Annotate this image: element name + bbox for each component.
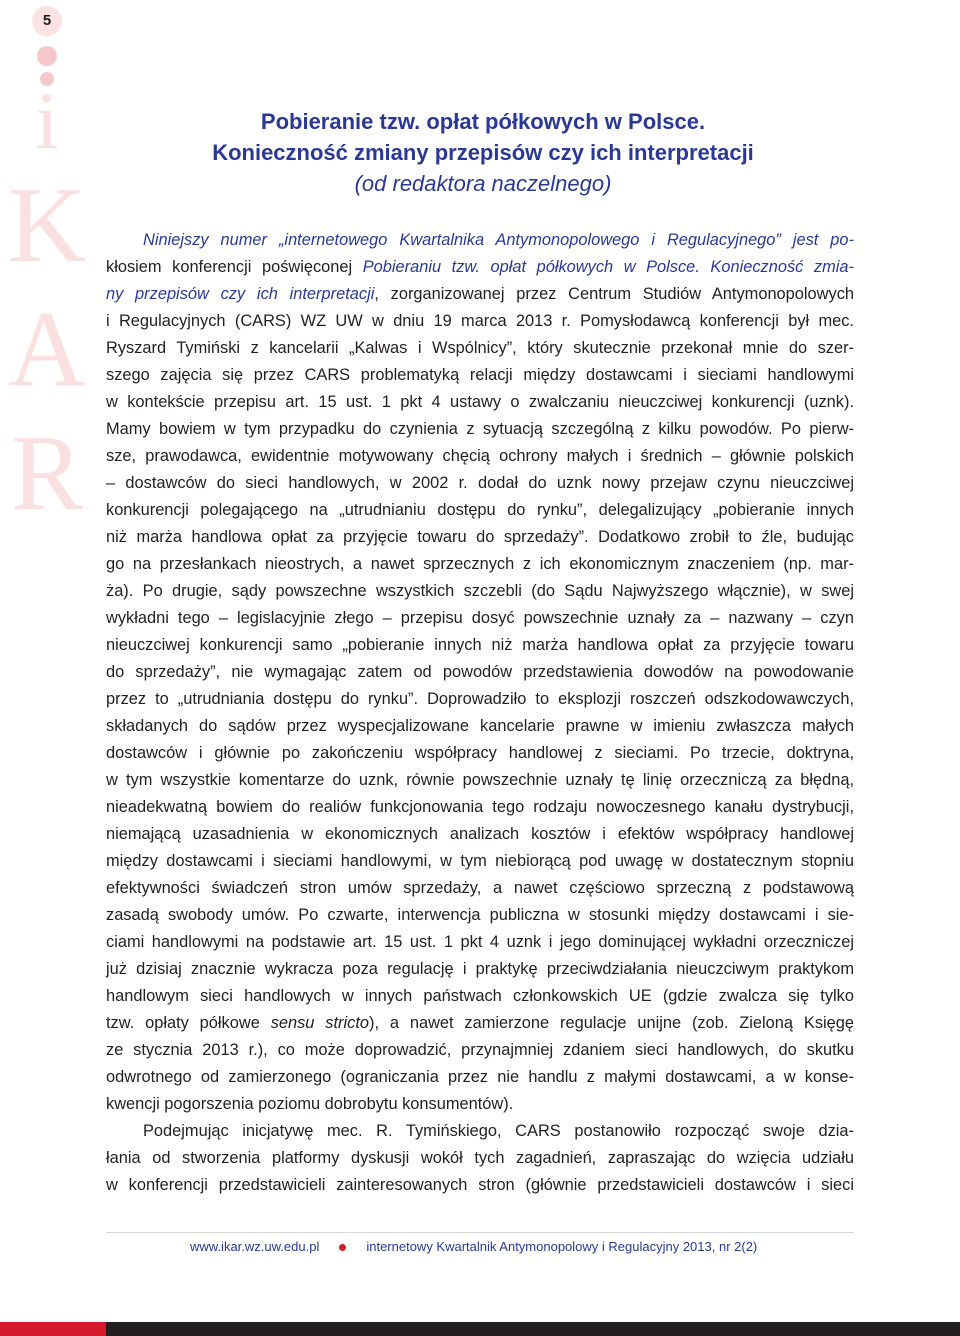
body-text: kłosiem konferencji poświęconej bbox=[106, 258, 363, 276]
body-line bbox=[106, 1145, 854, 1172]
body-text: nieuczciwej konkurencji samo „pobieranie innych niż marża handlowa opłat za przyjęcie towaru bbox=[106, 636, 854, 654]
body-line bbox=[106, 524, 854, 551]
body-text: tzw. opłaty półkowe bbox=[106, 1014, 271, 1032]
decorative-dot bbox=[37, 46, 57, 66]
body-line bbox=[106, 1172, 854, 1199]
body-line bbox=[106, 848, 854, 875]
bottom-bar-accent bbox=[0, 1322, 106, 1336]
body-line bbox=[106, 281, 854, 308]
body-text: zasadą swobody umów. Po czwarte, interwencja publiczna w stosunki między dostawcami i sie- bbox=[106, 906, 854, 924]
body-line bbox=[106, 1091, 854, 1118]
body-text: , zorganizowanej przez Centrum Studiów Antymonopolowych bbox=[374, 285, 855, 303]
body-line bbox=[106, 497, 854, 524]
title-line-2: Konieczność zmiany przepisów czy ich interpretacji bbox=[212, 140, 754, 165]
body-text: w konferencji przedstawicieli zainteresowanych stron (głównie przedstawicieli dostawców i sieci bbox=[106, 1176, 854, 1194]
title-line-1: Pobieranie tzw. opłat półkowych w Polsce. bbox=[260, 109, 706, 134]
title-subtitle: (od redaktora naczelnego) bbox=[354, 171, 612, 196]
bullet-icon bbox=[339, 1244, 346, 1251]
body-text: do sprzedaży”, nie wymagając zatem od powodów przedstawienia dowodów na powodowanie bbox=[106, 663, 854, 681]
body-line bbox=[106, 1064, 854, 1091]
body-text: składanych do sądów przez wyspecjalizowane kancelarie prawne w imieniu zwłaszcza małych bbox=[106, 717, 854, 735]
body-text: już dzisiaj znacznie wykracza poza regulację i praktykę przeciwdziałania nieuczciwym praktykom bbox=[106, 960, 854, 978]
body-line bbox=[106, 1037, 854, 1064]
body-text: sze, prawodawca, ewidentnie motywowany chęcią ochrony małych i średnich – głównie polskich bbox=[106, 447, 854, 465]
body-line bbox=[106, 875, 854, 902]
body-line bbox=[106, 1118, 854, 1145]
body-text: efektywności świadczeń stron umów sprzedaży, a nawet częściowo sprzeczną z podstawową bbox=[106, 879, 854, 897]
body-line bbox=[106, 929, 854, 956]
body-text: między dostawcami i sieciami handlowymi, w tym niebiorącą pod uwagę w dostatecznym stopniu bbox=[106, 852, 854, 870]
body-text: niż marża handlowa opłat za przyjęcie towaru do sprzedaży”. Dodatkowo zrobił to źle, budując bbox=[106, 528, 854, 546]
body-line bbox=[106, 605, 854, 632]
body-line bbox=[106, 632, 854, 659]
body-line bbox=[106, 227, 854, 254]
body-line bbox=[106, 308, 854, 335]
body-text: ze stycznia 2013 r.), co może doprowadzić, przynajmniej zdaniem sieci handlowych, do skutku bbox=[106, 1041, 854, 1059]
body-line bbox=[106, 254, 854, 281]
body-text: ża). Po drugie, sądy powszechne wszystkich szczebli (do Sądu Najwyższego włącznie), w swej bbox=[106, 582, 854, 600]
side-letter-r: R bbox=[10, 414, 84, 533]
article-title bbox=[106, 106, 860, 199]
body-text: Mamy bowiem w tym przypadku do czynienia z sytuacją szczególną z kilku powodów. Po pierw- bbox=[106, 420, 854, 438]
body-emphasis: ny przepisów czy ich interpretacji bbox=[106, 285, 375, 303]
body-text: w tym wszystkie komentarze do uznk, równie powszechnie uznały tę linię orzeczniczą za błędną, bbox=[106, 771, 854, 789]
body-line bbox=[106, 551, 854, 578]
body-line bbox=[106, 470, 854, 497]
bottom-bar bbox=[0, 1322, 960, 1336]
body-line bbox=[106, 389, 854, 416]
body-text: kwencji pogorszenia poziomu dobrobytu konsumentów). bbox=[106, 1095, 514, 1113]
page-footer bbox=[190, 1239, 757, 1254]
body-line bbox=[106, 821, 854, 848]
side-letter-k: K bbox=[8, 166, 86, 285]
body-text: odwrotnego od zamierzonego (ograniczania przez nie handlu z małymi dostawcami, a w konse- bbox=[106, 1068, 854, 1086]
body-line bbox=[106, 1010, 854, 1037]
body-line bbox=[106, 956, 854, 983]
body-text: nieadekwatną bowiem do realiów funkcjonowania tego rodzaju nowoczesnego kanału dystrybucji, bbox=[106, 798, 854, 816]
side-letter-i: i bbox=[35, 75, 59, 166]
body-text: go na przesłankach nieostrych, a nawet sprzecznych z ich ekonomicznym znaczeniem (np. mar- bbox=[106, 555, 854, 573]
body-line bbox=[106, 335, 854, 362]
body-text: wykładni tego – legislacyjnie złego – przepisu dosyć powszechnie uznały za – nazwany – czyn bbox=[106, 609, 854, 627]
body-text: i Regulacyjnych (CARS) WZ UW w dniu 19 marca 2013 r. Pomysłodawcą konferencji był mec. bbox=[106, 312, 854, 330]
body-text: ), a nawet zamierzone regulacje unijne (zob. Zieloną Księgę bbox=[369, 1014, 854, 1032]
body-text: łania od stworzenia platformy dyskusji wokół tych zagadnień, zapraszając do wzięcia udziału bbox=[106, 1149, 854, 1167]
footer-journal: internetowy Kwartalnik Antymonopolowy i Regulacyjny 2013, nr 2(2) bbox=[366, 1239, 758, 1254]
body-text: dostawców i głównie po zakończeniu współpracy handlowej z sieciami. Po trzecie, doktryna, bbox=[106, 744, 854, 762]
body-text: Podejmując inicjatywę mec. R. Tymińskiego, CARS postanowiło rozpocząć swoje dzia- bbox=[143, 1122, 854, 1140]
side-letter-a: A bbox=[8, 290, 86, 409]
body-text: konkurencji polegającego na „utrudnianiu dostępu do rynku”, delegalizujący „pobieranie innych bbox=[106, 501, 854, 519]
body-text: ciami handlowymi na podstawie art. 15 ust. 1 pkt 4 uznk i jego dominującej wykładni orzeczniczej bbox=[106, 933, 854, 951]
article-body bbox=[106, 227, 854, 1199]
body-text: niemającą uzasadnienia w ekonomicznych analizach kosztów i efektów współpracy handlowej bbox=[106, 825, 854, 843]
body-line bbox=[106, 443, 854, 470]
body-emphasis: Pobieraniu tzw. opłat półkowych w Polsce. Konieczność zmia- bbox=[362, 258, 854, 276]
body-text: Ryszard Tymiński z kancelarii „Kalwas i Wspólnicy”, który skutecznie przekonał mnie do szer- bbox=[106, 339, 854, 357]
body-line bbox=[106, 767, 854, 794]
body-line bbox=[106, 713, 854, 740]
body-text: handlowym sieci handlowych w innych państwach członkowskich UE (gdzie zwalcza się tylko bbox=[106, 987, 854, 1005]
footer-divider bbox=[106, 1232, 854, 1233]
body-line bbox=[106, 983, 854, 1010]
body-line bbox=[106, 362, 854, 389]
body-line bbox=[106, 659, 854, 686]
body-line bbox=[106, 416, 854, 443]
body-line bbox=[106, 686, 854, 713]
body-text: szego zajęcia się przez CARS problematyką relacji między dostawcami i sieciami handlowymi bbox=[106, 366, 854, 384]
body-line bbox=[106, 794, 854, 821]
page-number: 5 bbox=[32, 6, 62, 36]
body-line bbox=[106, 902, 854, 929]
body-emphasis: sensu stricto bbox=[270, 1014, 369, 1032]
body-text: – dostawców do sieci handlowych, w 2002 r. dodał do uznk nowy przejaw czynu nieuczciwej bbox=[106, 474, 854, 492]
body-line bbox=[106, 578, 854, 605]
body-emphasis: Niniejszy numer „internetowego Kwartalnika Antymonopolowego i Regulacyjnego” jest po- bbox=[143, 231, 854, 249]
body-text: przez to „utrudniania dostępu do rynku”. Doprowadziło to eksplozji roszczeń odszkodowawczych, bbox=[106, 690, 854, 708]
footer-url[interactable]: www.ikar.wz.uw.edu.pl bbox=[190, 1239, 320, 1254]
body-text: w kontekście przepisu art. 15 ust. 1 pkt 4 ustawy o zwalczaniu nieuczciwej konkurencji (uznk). bbox=[106, 393, 854, 411]
body-line bbox=[106, 740, 854, 767]
